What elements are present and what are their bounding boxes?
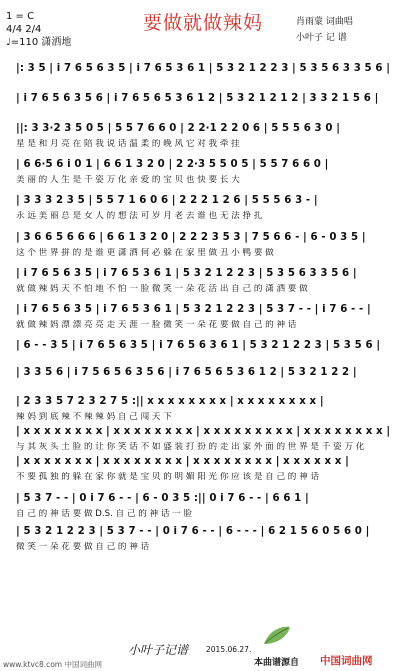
score-system — [16, 492, 402, 520]
melody-line: | 3 3 3 2 3 5 | 5 5 7 1 6 0 6 | 2 2 2 1 2 6 | 5 5 5 6 3 - | — [16, 195, 318, 206]
score-system — [16, 366, 402, 380]
melody-line: |: 3 5 | i 7 6 5 6 3 5 | i 7 6 5 3 6 1 | 5 3 2 1 2 2 3 | 5 3 5 6 3 3 5 6 | — [16, 63, 391, 74]
transcription-date: 2015.06.27. — [206, 645, 252, 654]
melody-line: | i 7 6 5 6 3 5 6 | i 7 6 5 6 5 3 6 1 2 | 5 3 2 1 2 1 2 | 3 3 2 1 5 6 | — [16, 93, 379, 104]
transcriber-signature: 小叶子记谱 — [128, 643, 189, 657]
score-system — [16, 62, 402, 76]
score-system — [16, 92, 402, 106]
key-signature: 1 = C — [6, 11, 35, 22]
melody-line: | 3 3 5 6 | i 7 5 6 5 6 3 5 6 | i 7 6 5 6 5 3 6 1 2 | 5 3 2 1 2 2 | — [16, 367, 357, 378]
melody-line: | 3 6 6 5 6 6 6 | 6 6 1 3 2 0 | 2 2 2 3 5 3 | 7 5 6 6 - | 6 - 0 3 5 | — [16, 232, 366, 243]
melody-line: | x x x x x x x | x x x x x x x x | x x x x x x x x | x x x x x x | — [16, 456, 349, 467]
lyric-line: 与 其 灰 头 土 脸 的 让 你 笑 话 不 如 盛 装 打 扮 的 走 出 家 外 面 的 世 界 是 千 姿 万 化 — [16, 442, 365, 452]
score-system — [16, 194, 402, 222]
credits: 肖雨蒙 词曲唱 — [296, 17, 353, 27]
lyric-line: 微 笑 一 朵 花 要 做 自 己 的 神 话 — [16, 542, 150, 552]
time-signature: 4/4 2/4 — [6, 24, 42, 35]
lyric-line: 辣 妈 到 底 辣 不 辣 辣 妈 自 己 闯 天 下 — [16, 412, 172, 422]
score-header-right — [296, 14, 353, 46]
melody-line: | 6 - - 3 5 | i 7 6 5 6 3 5 | i 7 6 5 6 3 6 1 | 5 3 2 1 2 2 3 | 5 3 5 6 | — [16, 340, 381, 351]
lyric-line: 自 己 的 神 话 要 做 D.S. 自 己 的 神 话 一 脸 — [16, 509, 193, 519]
lyric-line: 星 是 和 月 亮 在 陪 我 说 话 温 柔 的 晚 风 它 对 我 牵 挂 — [16, 139, 240, 149]
footer-site: www.ktvc8.com 中国词曲网 — [3, 660, 103, 669]
melody-line: | i 7 6 5 6 3 5 | i 7 6 5 3 6 1 | 5 3 2 1 2 2 3 | 5 3 5 6 3 3 5 6 | — [16, 268, 357, 279]
melody-line: | x x x x x x x x | x x x x x x x x | x x x x x x x x x | x x x x x x x x | — [16, 426, 391, 437]
transcriber: 小叶子 记 谱 — [296, 33, 347, 43]
lyric-line: 美 丽 的 人 生 是 千 姿 万 化 亲 爱 的 宝 贝 也 快 要 长 大 — [16, 175, 240, 185]
lyric-line: 这 个 世 界 拼 的 是 谁 更 潇 洒 何 必 躲 在 家 里 做 丑 小 鸭 要 做 — [16, 248, 274, 258]
melody-line: | 5 3 2 1 2 2 3 | 5 3 7 - - | 0 i 7 6 - - | 6 - - - | 6 2 1 5 6 0 5 6 0 | — [16, 526, 370, 537]
footer-brand: 中国词曲网 — [320, 655, 373, 667]
score-system — [16, 231, 402, 259]
lyric-line: 就 做 辣 妈 天 不 怕 地 不 怕 一 脸 微 笑 一 朵 花 活 出 自 己 的 潇 洒 要 做 — [16, 284, 308, 294]
score-system — [16, 303, 402, 331]
lyric-line: 不 要 孤 独 的 躲 在 家 你 就 是 宝 贝 的 明 媚 阳 光 你 应 该 是 自 己 的 神 话 — [16, 472, 320, 482]
lyric-line: 就 做 辣 妈 漂 漂 亮 亮 走 天 涯 一 脸 微 笑 一 朵 花 要 做 自 己 的 神 话 — [16, 320, 297, 330]
score-system — [16, 425, 402, 453]
score-system — [16, 339, 402, 353]
melody-line: | 2 3 3 5 7 2 3 2 7 5 :|| x x x x x x x x | x x x x x x x x | — [16, 396, 324, 407]
melody-line: | 5 3 7 - - | 0 i 7 6 - - | 6 - 0 3 5 :|| 0 i 7 6 - - | 6 6 1 | — [16, 493, 309, 504]
score-system — [16, 525, 402, 553]
lyric-line: 永 远 美 丽 总 是 女 人 的 想 法 可 岁 月 老 去 谁 也 无 法 挣 扎 — [16, 211, 263, 221]
melody-line: | i 7 6 5 6 3 5 | i 7 6 5 3 6 1 | 5 3 2 1 2 2 3 | 5 3 7 - - | i 7 6 - - | — [16, 304, 371, 315]
tempo-marking: ♩=110 潇洒地 — [6, 37, 72, 48]
song-title: 要做就做辣妈 — [142, 12, 263, 34]
leaf-icon — [262, 624, 292, 646]
melody-line: ||: 3 3·2 3 5 0 5 | 5 5 7 6 6 0 | 2 2·1 2 2 0 6 | 5 5 5 6 3 0 | — [16, 123, 341, 134]
score-system — [16, 455, 402, 483]
score-system — [16, 122, 402, 150]
score-system — [16, 158, 402, 186]
melody-line: | 6 6·5 6 i 0 1 | 6 6 1 3 2 0 | 2 2·3 5 5 0 5 | 5 5 7 6 6 0 | — [16, 159, 329, 170]
score-system — [16, 395, 402, 423]
footer-source: 本曲谱源自 — [254, 658, 300, 668]
score-system — [16, 267, 402, 295]
